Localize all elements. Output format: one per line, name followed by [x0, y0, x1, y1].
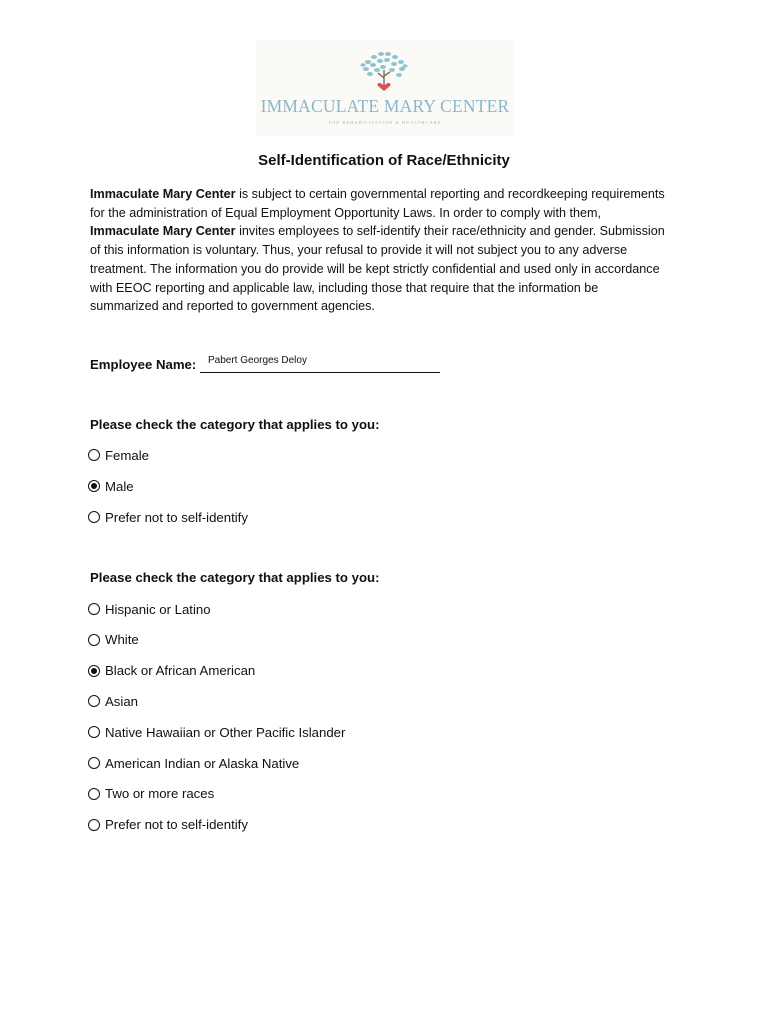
race-option[interactable]: [88, 754, 299, 772]
gender-option[interactable]: [88, 477, 134, 495]
radio-empty-icon[interactable]: [88, 603, 100, 615]
intro-paragraph: [90, 185, 690, 316]
radio-empty-icon[interactable]: [88, 757, 100, 769]
intro-text: invites employees to self-identify their race/ethnicity and gender. Submission: [235, 224, 665, 239]
race-option-label: American Indian or Alaska Native: [105, 755, 300, 771]
race-option-label: Native Hawaiian or Other Pacific Islander: [105, 724, 346, 740]
intro-text: of this information is voluntary. Thus, your refusal to provide it will not subject you to any adverse: [90, 243, 628, 258]
race-option-label: Two or more races: [105, 786, 215, 802]
race-option[interactable]: [88, 785, 214, 803]
intro-line: [90, 279, 690, 298]
gender-option[interactable]: [88, 508, 248, 526]
race-option[interactable]: [88, 723, 345, 741]
radio-checked-icon[interactable]: [88, 480, 100, 492]
intro-line: [90, 185, 690, 204]
intro-line: [90, 241, 690, 260]
document-title: Self-Identification of Race/Ethnicity: [258, 152, 510, 169]
company-logo: [256, 40, 514, 136]
intro-text: summarized and reported to government agencies.: [90, 299, 375, 314]
race-option-label: Black or African American: [105, 663, 256, 679]
race-option[interactable]: [88, 600, 211, 618]
intro-text: is subject to certain governmental reporting and recordkeeping requirements: [235, 187, 665, 201]
intro-line: [90, 297, 690, 316]
race-option-label: Hispanic or Latino: [105, 601, 211, 617]
gender-option-label: Male: [105, 478, 134, 494]
race-question: Please check the category that applies to you:: [90, 570, 380, 585]
race-option-label: Asian: [105, 693, 138, 709]
race-option[interactable]: [88, 816, 248, 834]
gender-option-label: Prefer not to self-identify: [105, 509, 248, 525]
race-option-label: White: [105, 632, 139, 648]
gender-option-label: Female: [105, 447, 149, 463]
employee-name-label: Employee Name:: [90, 357, 197, 372]
employee-name-underline: [200, 372, 440, 373]
radio-empty-icon[interactable]: [88, 634, 100, 646]
intro-line: [90, 204, 690, 223]
company-name-bold: Immaculate Mary Center: [90, 187, 236, 201]
radio-checked-icon[interactable]: [88, 665, 100, 677]
company-name-bold: Immaculate Mary Center: [90, 224, 236, 239]
employee-name-field[interactable]: Pabert Georges Deloy: [208, 355, 307, 366]
race-option[interactable]: [88, 631, 139, 649]
radio-empty-icon[interactable]: [88, 726, 100, 738]
intro-text: for the administration of Equal Employment Opportunity Laws. In order to comply with them,: [90, 205, 601, 220]
gender-option[interactable]: [88, 446, 149, 464]
race-option[interactable]: [88, 692, 138, 710]
logo-tagline: FOR REHABILITATION & HEALTHCARE: [328, 120, 442, 125]
tree-heart-logo-icon: [354, 48, 416, 94]
intro-text: treatment. The information you do provide will be kept strictly confidential and used only in accordance: [90, 261, 660, 276]
radio-empty-icon[interactable]: [88, 695, 100, 707]
intro-line: [90, 260, 690, 279]
intro-text: with EEOC reporting and applicable law, including those that require that the information be: [90, 280, 599, 295]
gender-question: Please check the category that applies to you:: [90, 417, 380, 432]
radio-empty-icon[interactable]: [88, 449, 100, 461]
logo-company-name: IMMACULATE MARY CENTER: [260, 96, 510, 116]
intro-line: [90, 222, 690, 241]
radio-empty-icon[interactable]: [88, 819, 100, 831]
race-option[interactable]: [88, 662, 255, 680]
race-option-label: Prefer not to self-identify: [105, 817, 248, 833]
radio-empty-icon[interactable]: [88, 788, 100, 800]
radio-empty-icon[interactable]: [88, 511, 100, 523]
